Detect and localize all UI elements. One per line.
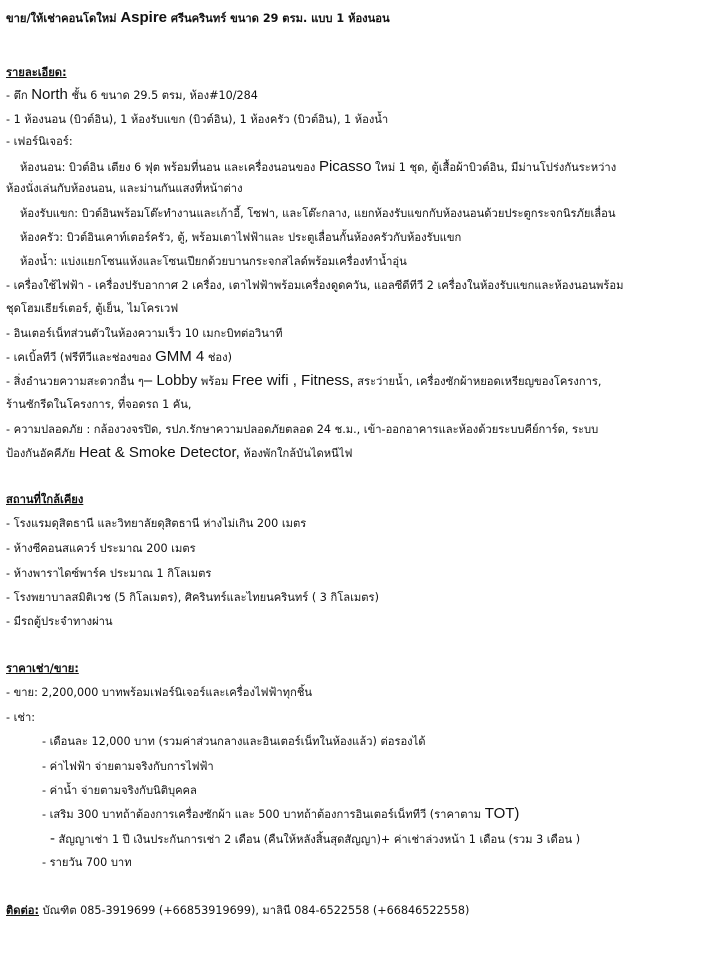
building-suffix: ชั้น 6 ขนาด 29.5 ตรม, ห้อง#10/284	[67, 89, 258, 102]
rent-contract-text: สัญญาเช่า 1 ปี เงินประกันการเช่า 2 เดือน (คืนให้หลังสิ้นสุดสัญญา)+ ค่าเช่าล่วงหน้า 1 เดือน (รวม 3 เดือน )	[55, 833, 581, 846]
rent-label: - เช่า:	[6, 711, 36, 724]
nearby-heading: สถานที่ใกล้เคียง	[6, 493, 84, 506]
nearby-item: - โรงแรมดุสิตธานี และวิทยาลัยดุสิตธานี ห่างไม่เกิน 200 เมตร	[6, 517, 307, 530]
amenities-line	[6, 373, 601, 390]
rent-extra-line	[42, 806, 519, 823]
rent-extra-brand: TOT)	[484, 805, 520, 822]
title-text-2: ศรีนครินทร์ ขนาด 29 ตรม. แบบ 1 ห้องนอน	[167, 12, 390, 25]
rent-extra-text: - เสริม 300 บาทถ้าต้องการเครื่องซักผ้า และ 500 บาทถ้าต้องการอินเตอร์เน็ททีวี (ราคาตาม	[42, 808, 485, 821]
building-name: North	[31, 86, 68, 103]
nearby-item: - มีรถตู้ประจำทางผ่าน	[6, 615, 113, 628]
bathroom-line: ห้องน้ำ: แบ่งแยกโซนแห้งและโซนเปียกด้วยบานกระจกสไลด์พร้อมเครื่องทำน้ำอุ่น	[20, 255, 407, 268]
contact-label: ติดต่อ:	[6, 904, 39, 917]
nearby-item: - ห้างพาราไดซ์พาร์ค ประมาณ 1 กิโลเมตร	[6, 567, 212, 580]
contact-line	[6, 903, 469, 919]
bedroom-text-2: ใหม่ 1 ชุด, ตู้เสื้อผ้าบิวต์อิน, มีม่านโปร่งกันระหว่าง	[371, 161, 617, 174]
appliances-line: - เครื่องใช้ไฟฟ้า - เครื่องปรับอากาศ 2 เครื่อง, เตาไฟฟ้าพร้อมเครื่องดูดควัน, แอลซีดีทีวี 2 เครื่องในห้องรับแขกและห้องนอนพร้อม	[6, 279, 624, 292]
rent-water-line: - ค่าน้ำ จ่ายตามจริงกับนิติบุคคล	[42, 784, 197, 797]
nearby-item: - ห้างซีคอนสแควร์ ประมาณ 200 เมตร	[6, 542, 196, 555]
building-line	[6, 87, 258, 104]
amenities-wifi-fitness: Free wifi , Fitness,	[231, 372, 354, 389]
amenities-text-2: พร้อม	[197, 375, 232, 388]
bedroom-brand: Picasso	[318, 158, 372, 175]
rooms-line: - 1 ห้องนอน (บิวต์อิน), 1 ห้องรับแขก (บิวต์อิน), 1 ห้องครัว (บิวต์อิน), 1 ห้องน้ำ	[6, 113, 389, 126]
details-heading: รายละเอียด:	[6, 66, 67, 79]
security-detector: Heat & Smoke Detector,	[78, 444, 240, 461]
bedroom-line-cont: ห้องนั่งเล่นกับห้องนอน, และม่านกันแสงที่หน้าต่าง	[6, 182, 243, 195]
listing-title	[6, 10, 390, 27]
cable-brand: GMM 4	[155, 348, 205, 365]
amenities-text-3: สระว่ายน้ำ, เครื่องซักผ้าหยอดเหรียญของโครงการ,	[353, 375, 602, 388]
amenities-text: - สิ่งอำนวยความสะดวกอื่น ๆ	[6, 375, 144, 388]
building-prefix: - ตึก	[6, 89, 32, 102]
cable-text: - เคเบิ้ลทีวี (ฟรีทีวีและช่องของ	[6, 351, 156, 364]
bedroom-text: ห้องนอน: บิวต์อิน เตียง 6 ฟุต พร้อมที่นอน และเครื่องนอนของ	[20, 161, 319, 174]
contact-text: บัณฑิต 085-3919699 (+66853919699), มาลินี 084-6522558 (+66846522558)	[39, 904, 470, 917]
rent-contract-dash: -	[50, 830, 55, 847]
appliances-line-cont: ชุดโฮมเธียร์เตอร์, ตู้เย็น, ไมโครเวฟ	[6, 302, 179, 315]
amenities-lobby: – Lobby	[143, 372, 198, 389]
rent-electric-line: - ค่าไฟฟ้า จ่ายตามจริงกับการไฟฟ้า	[42, 760, 214, 773]
sale-price-line: - ขาย: 2,200,000 บาทพร้อมเฟอร์นิเจอร์และเครื่องไฟฟ้าทุกชิ้น	[6, 686, 313, 699]
price-heading: ราคาเช่า/ขาย:	[6, 662, 79, 675]
cable-tv-line	[6, 349, 232, 366]
furniture-label: - เฟอร์นิเจอร์:	[6, 135, 73, 148]
nearby-item: - โรงพยาบาลสมิติเวช (5 กิโลเมตร), ศิครินทร์และไทยนครินทร์ ( 3 กิโลเมตร)	[6, 591, 379, 604]
internet-line: - อินเตอร์เน็ทส่วนตัวในห้องความเร็ว 10 เมกะบิทต่อวินาที	[6, 327, 283, 340]
security-line: - ความปลอดภัย : กล้องวงจรปิด, รปภ.รักษาความปลอดภัยตลอด 24 ช.ม., เข้า-ออกอาคารและห้องด้วยระบบคีย์การ์ด, ระบบ	[6, 423, 599, 436]
living-room-line: ห้องรับแขก: บิวต์อินพร้อมโต๊ะทำงานและเก้าอี้, โซฟา, และโต๊ะกลาง, แยกห้องรับแขกกับห้องนอนด้วยประตูกระจกนิรภัยเลื่อน	[20, 207, 616, 220]
cable-text-2: ช่อง)	[204, 351, 232, 364]
rent-daily-line: - รายวัน 700 บาท	[42, 856, 132, 869]
title-text: ขาย/ให้เช่าคอนโดใหม่	[6, 12, 121, 25]
rent-contract-line	[50, 831, 580, 848]
security-text: ป้องกันอัคคีภัย	[6, 447, 79, 460]
security-line-cont	[6, 445, 352, 462]
amenities-line-cont: ร้านซักรีดในโครงการ, ที่จอดรถ 1 คัน,	[6, 398, 192, 411]
title-brand: Aspire	[120, 9, 168, 26]
bedroom-line	[20, 159, 616, 176]
security-text-2: ห้องพักใกล้บันไดหนีไฟ	[239, 447, 353, 460]
rent-monthly-line: - เดือนละ 12,000 บาท (รวมค่าส่วนกลางและอินเตอร์เน็ทในห้องแล้ว) ต่อรองได้	[42, 735, 426, 748]
kitchen-line: ห้องครัว: บิวต์อินเคาท์เตอร์ครัว, ตู้, พร้อมเตาไฟฟ้าและ ประตูเลื่อนกั้นห้องครัวกับห้องรับแขก	[20, 231, 462, 244]
